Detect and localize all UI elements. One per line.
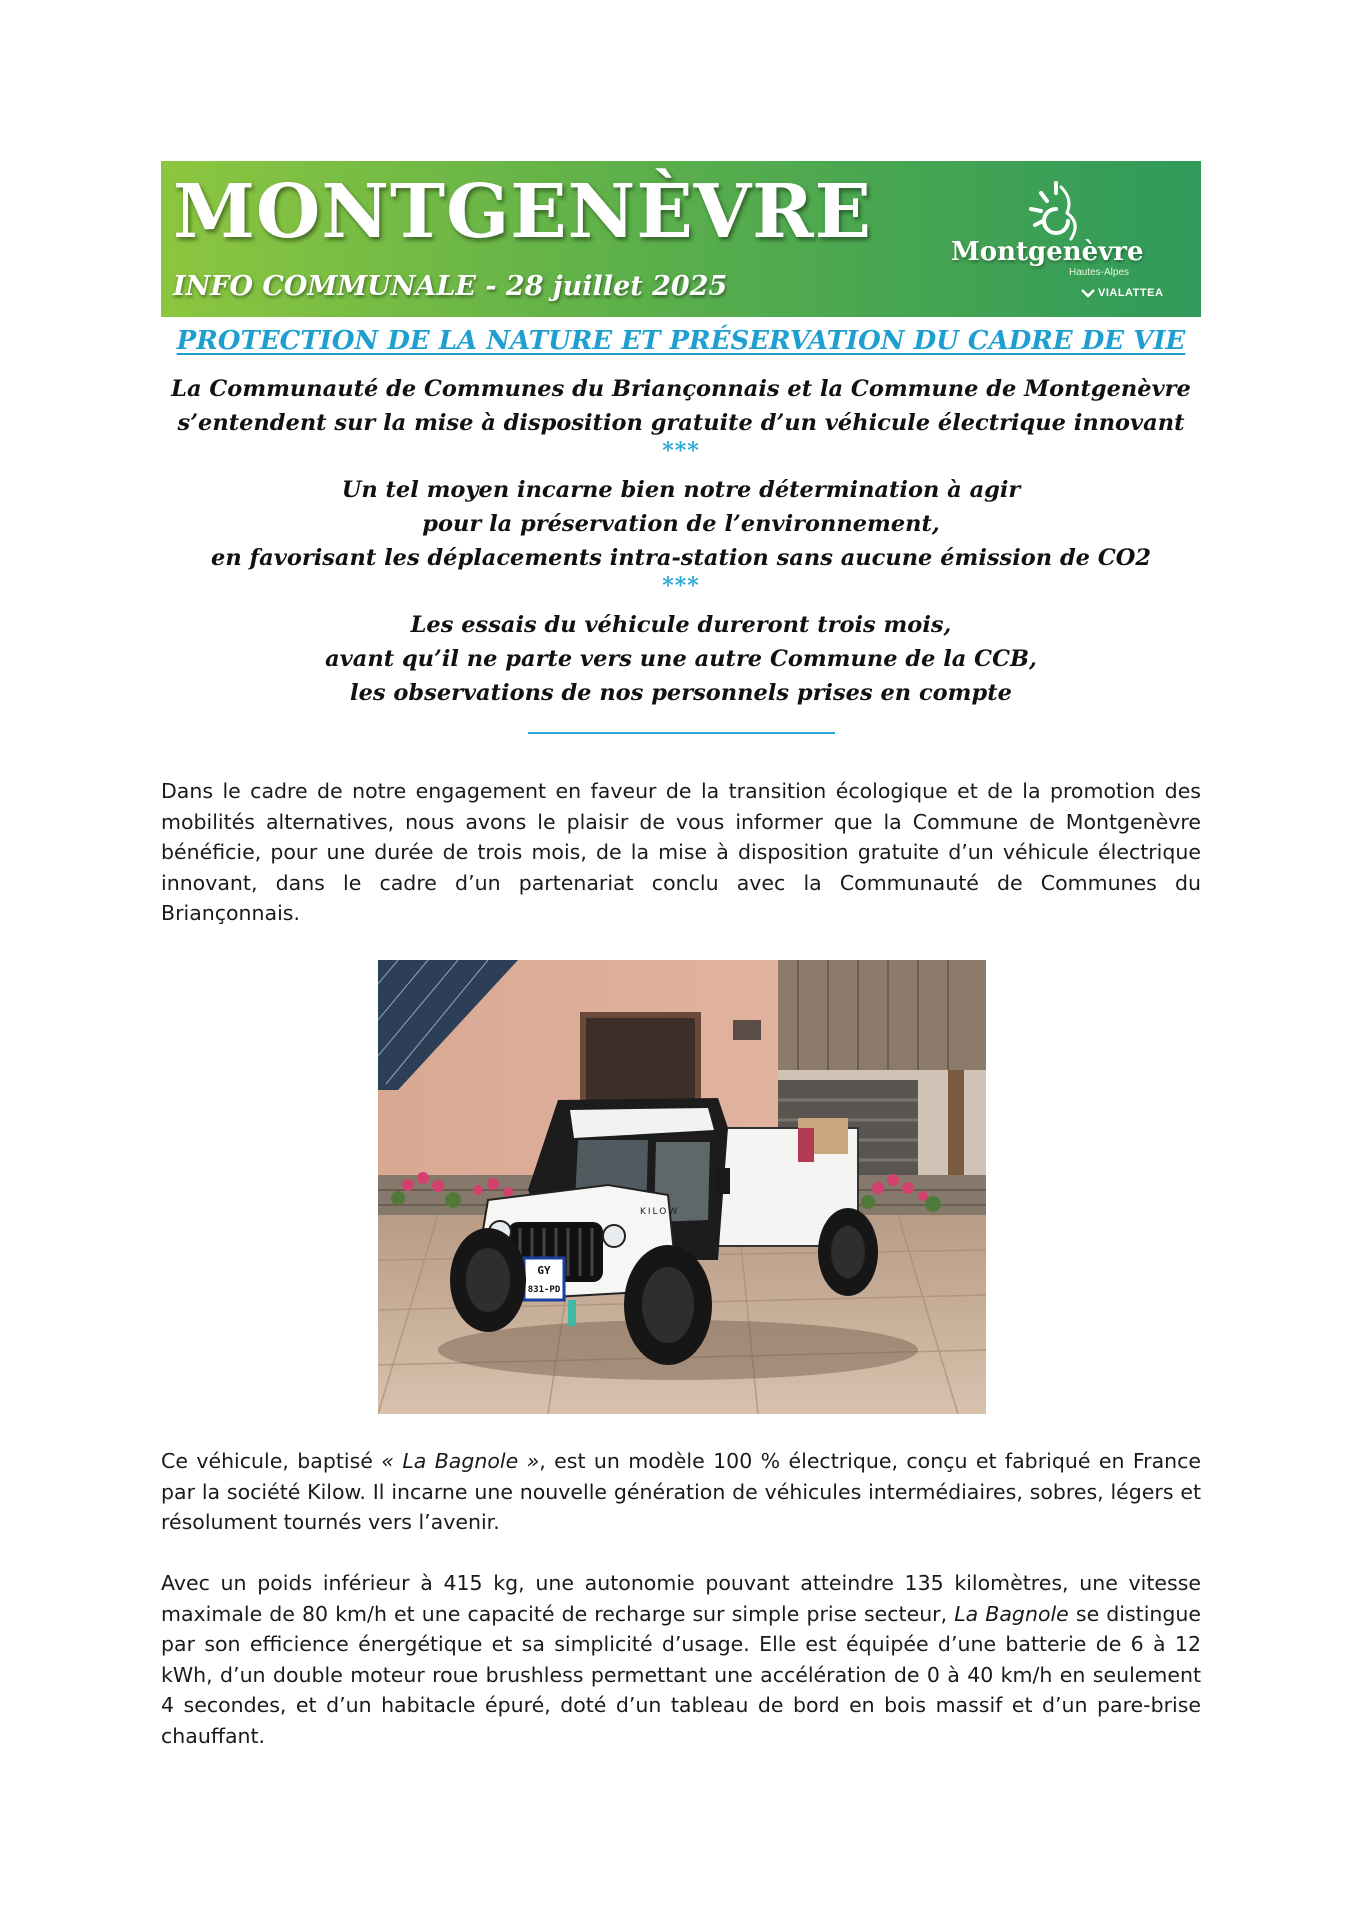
p3-end: se distingue par son efficience énergétique et sa simplicité d’usage. Elle est équipée d’une batterie de 6 à 12 kWh, d’un double moteur roue brushless permettant une accélération de 0 à 40 km/h en seulement 4 secondes, et d’un habitacle épuré, doté d’un tableau de bord en bois massif et d’un pare-brise chauffant.	[161, 1601, 1202, 1748]
separator-stars: ***	[662, 438, 700, 464]
vehicle-photo	[378, 960, 986, 1414]
lede-line: avant qu’il ne parte vers une autre Commune de la CCB,	[325, 646, 1037, 672]
lede-line: les observations de nos personnels prises en compte	[350, 680, 1012, 706]
vehicle-name: « La Bagnole »	[381, 1449, 540, 1473]
vehicle-name: La Bagnole	[954, 1601, 1069, 1626]
lede-block-2	[161, 473, 1201, 597]
section-heading: PROTECTION DE LA NATURE ET PRÉSERVATION DU CADRE DE VIE	[176, 326, 1186, 356]
banner-title: MONTGENÈVRE	[173, 169, 873, 255]
vehicle-specs-paragraph	[161, 1568, 1201, 1751]
header-banner	[161, 161, 1201, 317]
lede-line: La Communauté de Communes du Briançonnais et la Commune de Montgenèvre	[171, 376, 1191, 402]
montgenevre-logo	[951, 179, 1186, 307]
lede-line: en favorisant les déplacements intra-station sans aucune émission de CO2	[211, 545, 1151, 571]
separator-stars: ***	[662, 573, 700, 599]
vehicle-description-paragraph	[161, 1446, 1201, 1538]
vehicle-photo-drawing	[378, 960, 986, 1414]
vehicle-brand-marking: KILOW	[640, 1207, 680, 1217]
p3-start: Avec un poids inférieur à 415 kg, une autonomie pouvant atteindre 135 kilomètres, une vitesse maximale de 80 km/h et une capacité de recharge sur simple prise secteur,	[161, 1571, 1201, 1626]
lede-line: pour la préservation de l’environnement,	[422, 511, 940, 537]
plate-line-2: 831-PD	[527, 1285, 561, 1295]
p2-end: , est un modèle 100 % électrique, conçu et fabriqué en France par la société Kilow. Il incarne une nouvelle génération de véhicules intermédiaires, sobres, légers et résolument tournés vers l’avenir.	[161, 1449, 1202, 1534]
banner-subtitle: INFO COMMUNALE - 28 juillet 2025	[173, 271, 728, 302]
lede-line: s’entendent sur la mise à disposition gratuite d’un véhicule électrique innovant	[177, 410, 1185, 436]
lede-block-3	[161, 608, 1201, 710]
logo-partner-label: VIALATTEA	[1098, 287, 1164, 299]
chevron-down-icon	[1081, 289, 1095, 298]
p2-start: Ce véhicule, baptisé	[161, 1449, 382, 1473]
logo-wordmark: Montgenèvre	[951, 237, 1144, 267]
sun-mountain-icon	[1021, 179, 1091, 243]
wheel-front-left	[450, 1228, 526, 1332]
divider-rule	[528, 732, 835, 734]
lede-block-1	[161, 372, 1201, 462]
lede-line: Un tel moyen incarne bien notre détermination à agir	[341, 477, 1021, 503]
logo-region: Hautes-Alpes	[1069, 267, 1130, 278]
wheel-front-right	[624, 1245, 712, 1365]
plate-line-1: GY	[537, 1264, 551, 1277]
intro-paragraph: Dans le cadre de notre engagement en faveur de la transition écologique et de la promotion des mobilités alternatives, nous avons le plaisir de vous informer que la Commune de Montgenèvre bénéficie, pour une durée de trois mois, de la mise à disposition gratuite d’un véhicule électrique innovant, dans le cadre d’un partenariat conclu avec la Communauté de Communes du Briançonnais.	[161, 779, 1201, 925]
lede-line: Les essais du véhicule dureront trois mois,	[410, 612, 952, 638]
logo-partner	[1081, 287, 1163, 299]
wheel-rear	[818, 1208, 878, 1296]
